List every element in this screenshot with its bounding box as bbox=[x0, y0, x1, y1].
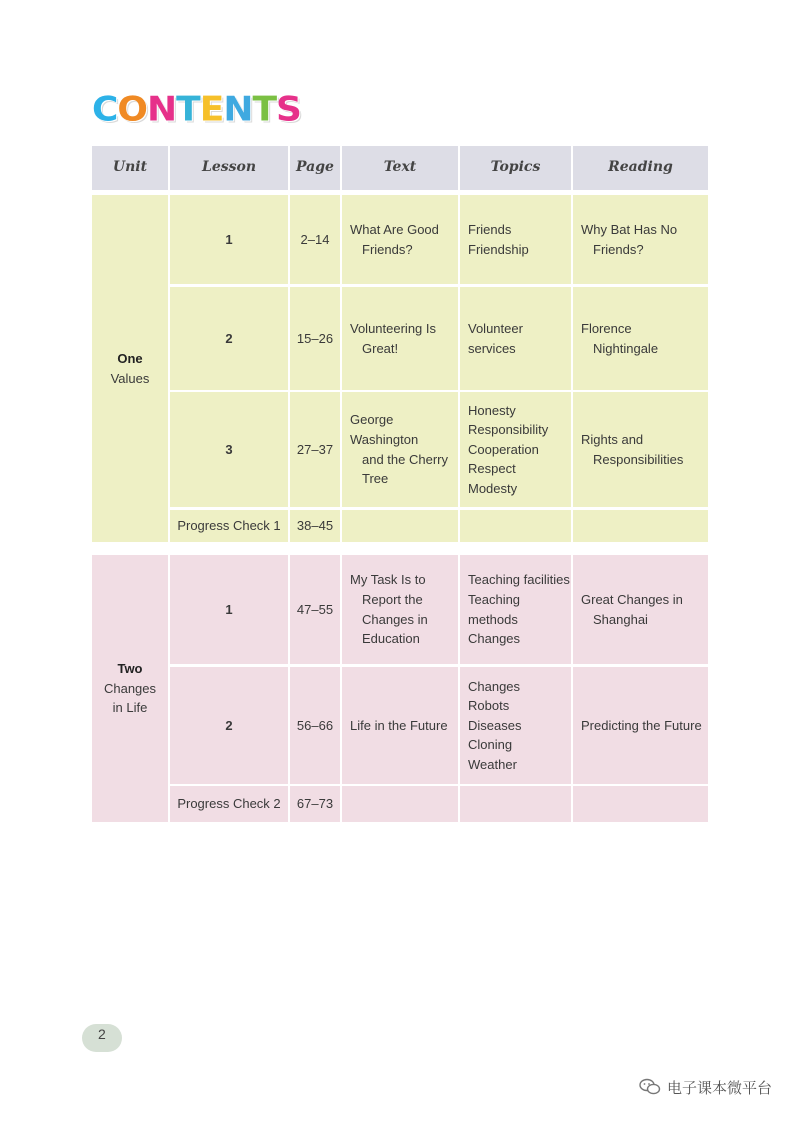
unit-cell bbox=[92, 555, 168, 822]
header-label: Reading bbox=[608, 159, 673, 176]
header-topics bbox=[460, 146, 571, 190]
page-cell bbox=[290, 510, 340, 542]
header-lesson bbox=[170, 146, 288, 190]
unit-name: One bbox=[117, 350, 143, 366]
topic-line: Responsibility bbox=[468, 422, 549, 438]
page-range: 15–26 bbox=[296, 330, 334, 346]
page-range: 67–73 bbox=[296, 796, 334, 812]
header-label: Topics bbox=[490, 159, 541, 176]
topic-line: Teaching methods bbox=[468, 591, 521, 627]
lesson-cell bbox=[170, 667, 288, 784]
text-cell bbox=[342, 667, 458, 784]
empty-cell bbox=[342, 510, 458, 542]
page-range: 38–45 bbox=[296, 518, 334, 534]
unit-name: Two bbox=[117, 661, 143, 677]
topics-cell bbox=[460, 195, 571, 284]
topic-line: Weather bbox=[468, 756, 517, 772]
text-line: Tree bbox=[362, 471, 389, 487]
topic-line: Respect bbox=[468, 461, 516, 477]
reading-line: Friends? bbox=[593, 241, 644, 257]
topic-line: Robots bbox=[468, 698, 510, 714]
reading-lines bbox=[581, 319, 658, 358]
topic-line: Diseases bbox=[468, 717, 522, 733]
text-line: Volunteering Is bbox=[350, 320, 437, 336]
text-line: Life in the Future bbox=[350, 717, 448, 733]
text-line: Changes in bbox=[362, 611, 428, 627]
title-letter: C bbox=[92, 90, 118, 129]
topic-line: Cooperation bbox=[468, 441, 539, 457]
page-cell bbox=[290, 786, 340, 822]
reading-cell bbox=[573, 392, 708, 507]
header-reading bbox=[573, 146, 708, 190]
title-letter: T bbox=[176, 90, 200, 129]
text-lines bbox=[350, 410, 458, 488]
unit-cell bbox=[92, 195, 168, 542]
reading-lines bbox=[581, 590, 683, 629]
empty-cell bbox=[342, 786, 458, 822]
watermark bbox=[639, 1076, 772, 1098]
lesson-cell bbox=[170, 195, 288, 284]
page-cell bbox=[290, 392, 340, 507]
reading-line: Shanghai bbox=[593, 611, 648, 627]
text-line: Great! bbox=[362, 340, 399, 356]
empty-cell bbox=[460, 786, 571, 822]
reading-lines bbox=[581, 716, 702, 736]
header-unit bbox=[92, 146, 168, 190]
topic-lines bbox=[468, 401, 548, 499]
lesson-number: 1 bbox=[225, 231, 233, 247]
title-letter: T bbox=[252, 90, 277, 129]
text-line: Friends? bbox=[362, 241, 413, 257]
topics-cell bbox=[460, 287, 571, 390]
reading-line: Great Changes in bbox=[581, 591, 683, 607]
page-cell bbox=[290, 667, 340, 784]
progress-check-cell bbox=[170, 786, 288, 822]
title-letter: N bbox=[223, 90, 253, 129]
progress-check-cell bbox=[170, 510, 288, 542]
text-cell bbox=[342, 555, 458, 664]
text-lines bbox=[350, 220, 439, 259]
lesson-number: 2 bbox=[225, 330, 233, 346]
title-letter: O bbox=[117, 90, 148, 129]
topic-lines bbox=[468, 677, 521, 775]
page-cell bbox=[290, 195, 340, 284]
page-cell bbox=[290, 555, 340, 664]
topic-line: Changes bbox=[468, 631, 521, 647]
topics-cell bbox=[460, 555, 571, 664]
reading-lines bbox=[581, 430, 683, 469]
topic-line: Honesty bbox=[468, 402, 516, 418]
topics-cell bbox=[460, 392, 571, 507]
unit-subtitle: in Life bbox=[112, 700, 148, 716]
text-lines bbox=[350, 319, 436, 358]
topic-lines bbox=[468, 319, 571, 358]
unit-title bbox=[104, 659, 156, 718]
reading-line: Responsibilities bbox=[593, 451, 684, 467]
topic-line: Friendship bbox=[468, 241, 529, 257]
empty-cell bbox=[573, 786, 708, 822]
topic-line: Teaching facilities bbox=[468, 572, 570, 588]
topic-line: Cloning bbox=[468, 737, 513, 753]
text-line: George Washington bbox=[350, 412, 419, 447]
header-label: Text bbox=[383, 159, 417, 176]
topic-line: Changes bbox=[468, 678, 521, 694]
text-line: What Are Good bbox=[350, 221, 439, 237]
wechat-icon bbox=[639, 1078, 661, 1096]
unit-title bbox=[111, 349, 150, 388]
empty-cell bbox=[460, 510, 571, 542]
reading-line: Why Bat Has No bbox=[581, 221, 678, 237]
text-lines bbox=[350, 570, 428, 648]
header-page bbox=[290, 146, 340, 190]
topic-line: Volunteer services bbox=[468, 320, 523, 356]
reading-cell bbox=[573, 555, 708, 664]
text-cell bbox=[342, 287, 458, 390]
topics-cell bbox=[460, 667, 571, 784]
header-text bbox=[342, 146, 458, 190]
lesson-number: 1 bbox=[225, 601, 233, 617]
header-label: Lesson bbox=[201, 159, 257, 176]
contents-table bbox=[92, 146, 708, 822]
contents-title bbox=[92, 90, 412, 130]
topic-line: Friends bbox=[468, 221, 512, 237]
page-range: 27–37 bbox=[296, 441, 334, 457]
text-line: and the Cherry bbox=[362, 451, 448, 467]
text-cell bbox=[342, 392, 458, 507]
topic-lines bbox=[468, 220, 529, 259]
lesson-cell bbox=[170, 287, 288, 390]
page-number: 2 bbox=[82, 1024, 122, 1052]
reading-cell bbox=[573, 287, 708, 390]
page-range: 47–55 bbox=[296, 601, 334, 617]
lesson-cell bbox=[170, 555, 288, 664]
page-cell bbox=[290, 287, 340, 390]
empty-cell bbox=[573, 510, 708, 542]
title-letter: E bbox=[199, 90, 224, 129]
title-letter: S bbox=[276, 90, 301, 129]
reading-line: Predicting the Future bbox=[581, 717, 702, 733]
progress-check-label: Progress Check 2 bbox=[177, 796, 281, 812]
progress-check-label: Progress Check 1 bbox=[177, 518, 281, 534]
text-line: Education bbox=[362, 631, 420, 647]
lesson-cell bbox=[170, 392, 288, 507]
reading-line: Florence bbox=[581, 320, 632, 336]
topic-line: Modesty bbox=[468, 480, 518, 496]
reading-line: Nightingale bbox=[593, 340, 659, 356]
reading-cell bbox=[573, 667, 708, 784]
header-label: Unit bbox=[112, 159, 148, 176]
reading-cell bbox=[573, 195, 708, 284]
watermark-text: 电子课本微平台 bbox=[666, 1078, 772, 1097]
lesson-number: 2 bbox=[225, 717, 233, 733]
text-line: My Task Is to bbox=[350, 572, 426, 588]
unit-subtitle: Values bbox=[110, 370, 150, 386]
text-cell bbox=[342, 195, 458, 284]
reading-line: Rights and bbox=[581, 431, 644, 447]
unit-subtitle: Changes bbox=[103, 680, 157, 696]
lesson-number: 3 bbox=[225, 441, 233, 457]
page-range: 2–14 bbox=[300, 231, 330, 247]
header-label: Page bbox=[296, 159, 334, 176]
title-letter: N bbox=[147, 90, 177, 129]
text-lines bbox=[350, 716, 448, 736]
text-line: Report the bbox=[362, 591, 423, 607]
topic-lines bbox=[468, 570, 571, 648]
reading-lines bbox=[581, 220, 677, 259]
page-range: 56–66 bbox=[296, 717, 334, 733]
